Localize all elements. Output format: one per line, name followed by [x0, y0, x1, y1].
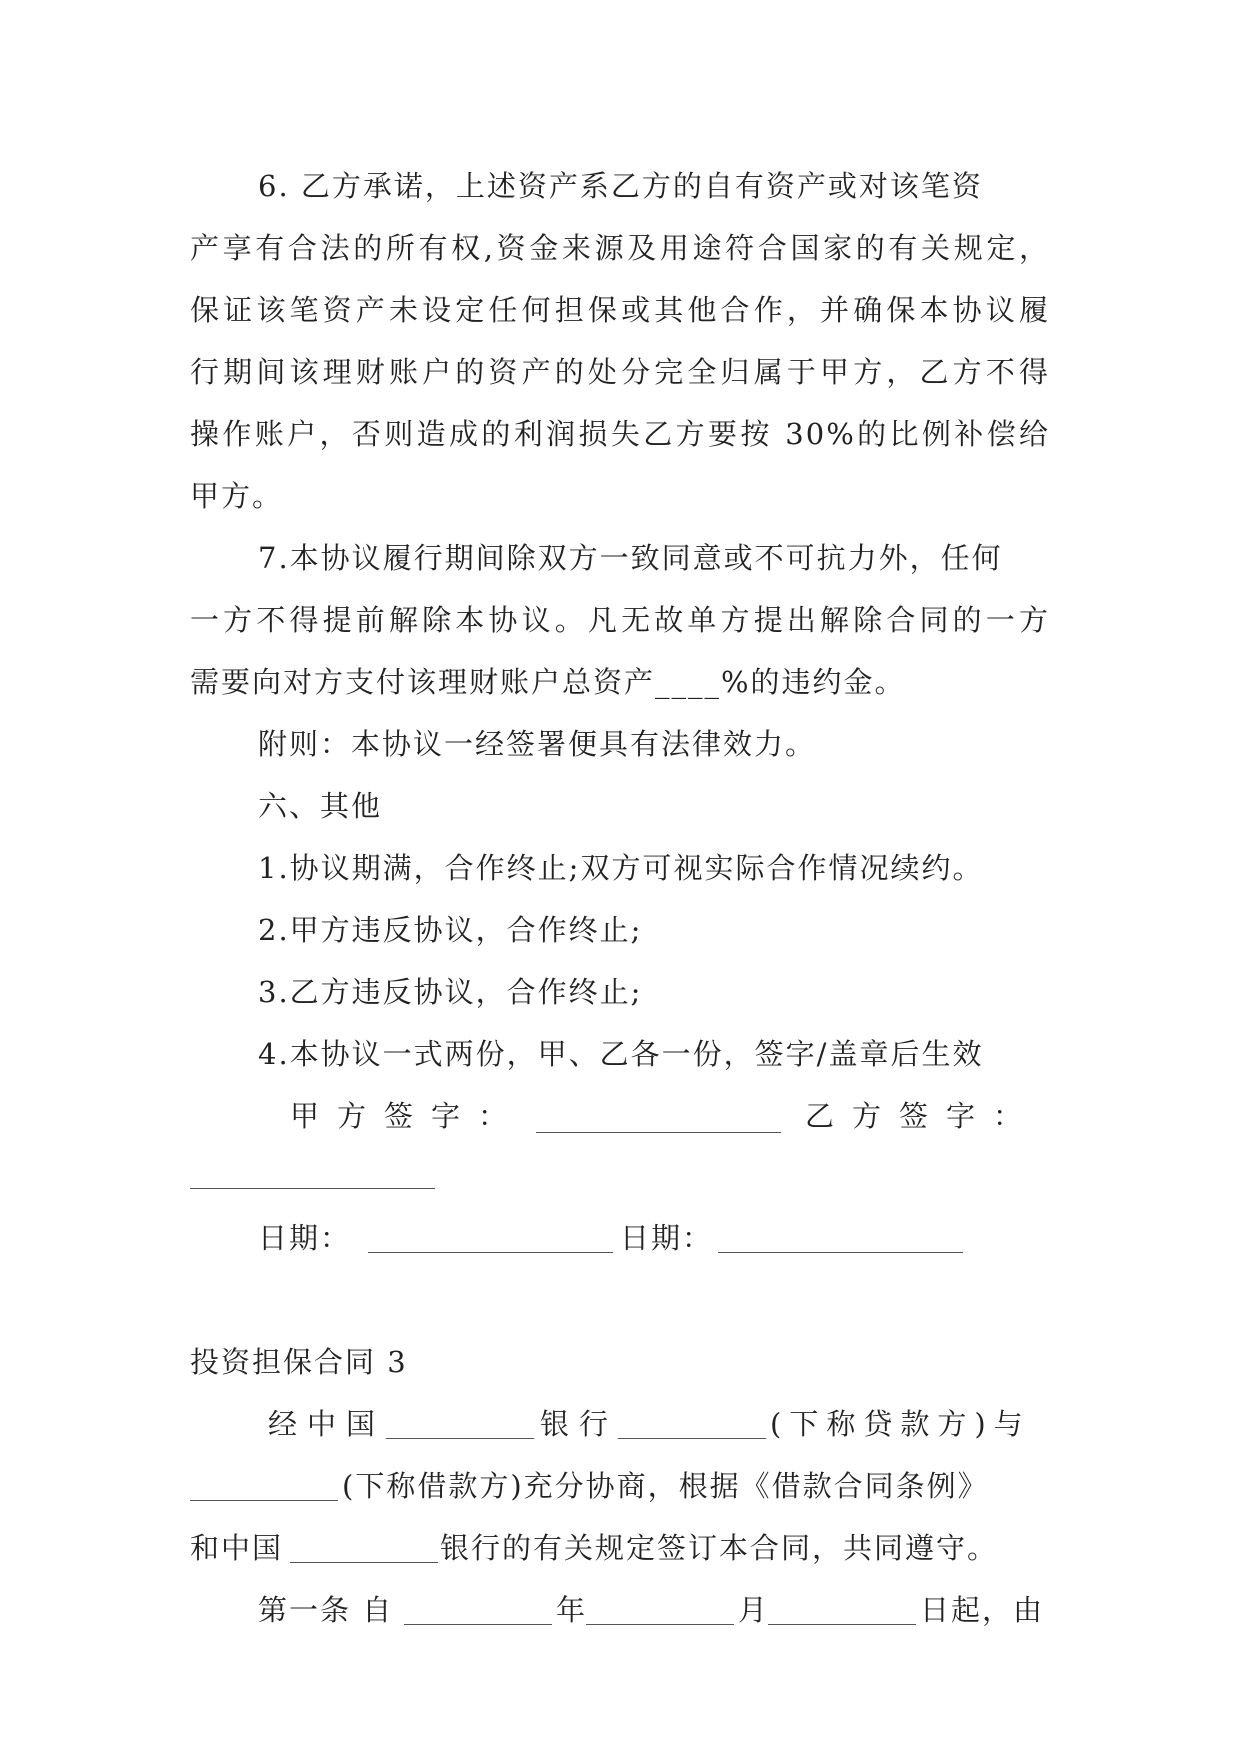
contract3-p1-text-b: 银行: [540, 1407, 619, 1441]
article1-day-blank[interactable]: [768, 1624, 916, 1625]
contract3-bank-name-blank[interactable]: [386, 1438, 534, 1439]
contract3-bank-name-blank-2[interactable]: [290, 1562, 438, 1563]
contract3-article1-a: 第一条 自: [258, 1593, 394, 1627]
contract3-p1-line2: (下称借款方)充分协商，根据《借款合同条例》: [342, 1469, 989, 1503]
contract3-p1-text-a: 经中国: [268, 1407, 386, 1441]
contract3-p1-text-d: 和中国: [190, 1531, 284, 1565]
contract3-article1-c: 月: [738, 1593, 770, 1627]
item6-line-4: 行期间该理财账户的资产的处分完全归属于甲方，乙方不得: [190, 355, 1050, 389]
article1-month-blank[interactable]: [586, 1624, 734, 1625]
date-b-blank[interactable]: [718, 1252, 963, 1253]
item7-line-1: 7.本协议履行期间除双方一致同意或不可抗力外，任何: [258, 541, 1003, 575]
party-a-signature-label: 甲方签字：: [290, 1099, 526, 1133]
item7-line-3: 需要向对方支付该理财账户总资产____%的违约金。: [190, 665, 906, 699]
contract3-article1-d: 日起，由: [920, 1593, 1045, 1627]
item7-line-2: 一方不得提前解除本协议。凡无故单方提出解除合同的一方: [190, 603, 1050, 637]
section6-item-2: 2.甲方违反协议，合作终止;: [258, 913, 643, 947]
item6-line-3: 保证该笔资产未设定任何担保或其他合作，并确保本协议履: [190, 293, 1050, 327]
contract3-p1-text-c: (下称贷款方)与: [770, 1407, 1031, 1441]
section6-item-3: 3.乙方违反协议，合作终止;: [258, 975, 643, 1009]
item6-line-5: 操作账户，否则造成的利润损失乙方要按 30%的比例补偿给: [190, 417, 1050, 451]
date-label-b: 日期：: [620, 1221, 714, 1255]
date-label-a: 日期：: [258, 1221, 352, 1255]
section6-item-4: 4.本协议一式两份，甲、乙各一份，签字/盖章后生效: [258, 1037, 984, 1071]
item6-line-1: 6. 乙方承诺，上述资产系乙方的自有资产或对该笔资: [258, 169, 983, 203]
item6-line-2: 产享有合法的所有权,资金来源及用途符合国家的有关规定，: [190, 231, 1050, 265]
contract3-article1-b: 年: [556, 1593, 588, 1627]
section6-heading: 六、其他: [258, 789, 383, 823]
date-a-blank[interactable]: [368, 1252, 613, 1253]
item6-line-6: 甲方。: [190, 479, 284, 513]
section6-item-1: 1.协议期满，合作终止;双方可视实际合作情况续约。: [258, 851, 984, 885]
article1-year-blank[interactable]: [404, 1624, 552, 1625]
contract3-borrower-blank[interactable]: [190, 1500, 338, 1501]
party-a-signature-blank[interactable]: [536, 1132, 781, 1133]
contract3-p1-text-e: 银行的有关规定签订本合同，共同遵守。: [440, 1531, 999, 1565]
appendix-line: 附则：本协议一经签署便具有法律效力。: [258, 727, 817, 761]
party-b-signature-label: 乙方签字：: [804, 1099, 1040, 1133]
contract3-title: 投资担保合同 3: [190, 1345, 408, 1379]
party-b-signature-blank[interactable]: [190, 1188, 435, 1189]
contract3-branch-blank[interactable]: [618, 1438, 766, 1439]
